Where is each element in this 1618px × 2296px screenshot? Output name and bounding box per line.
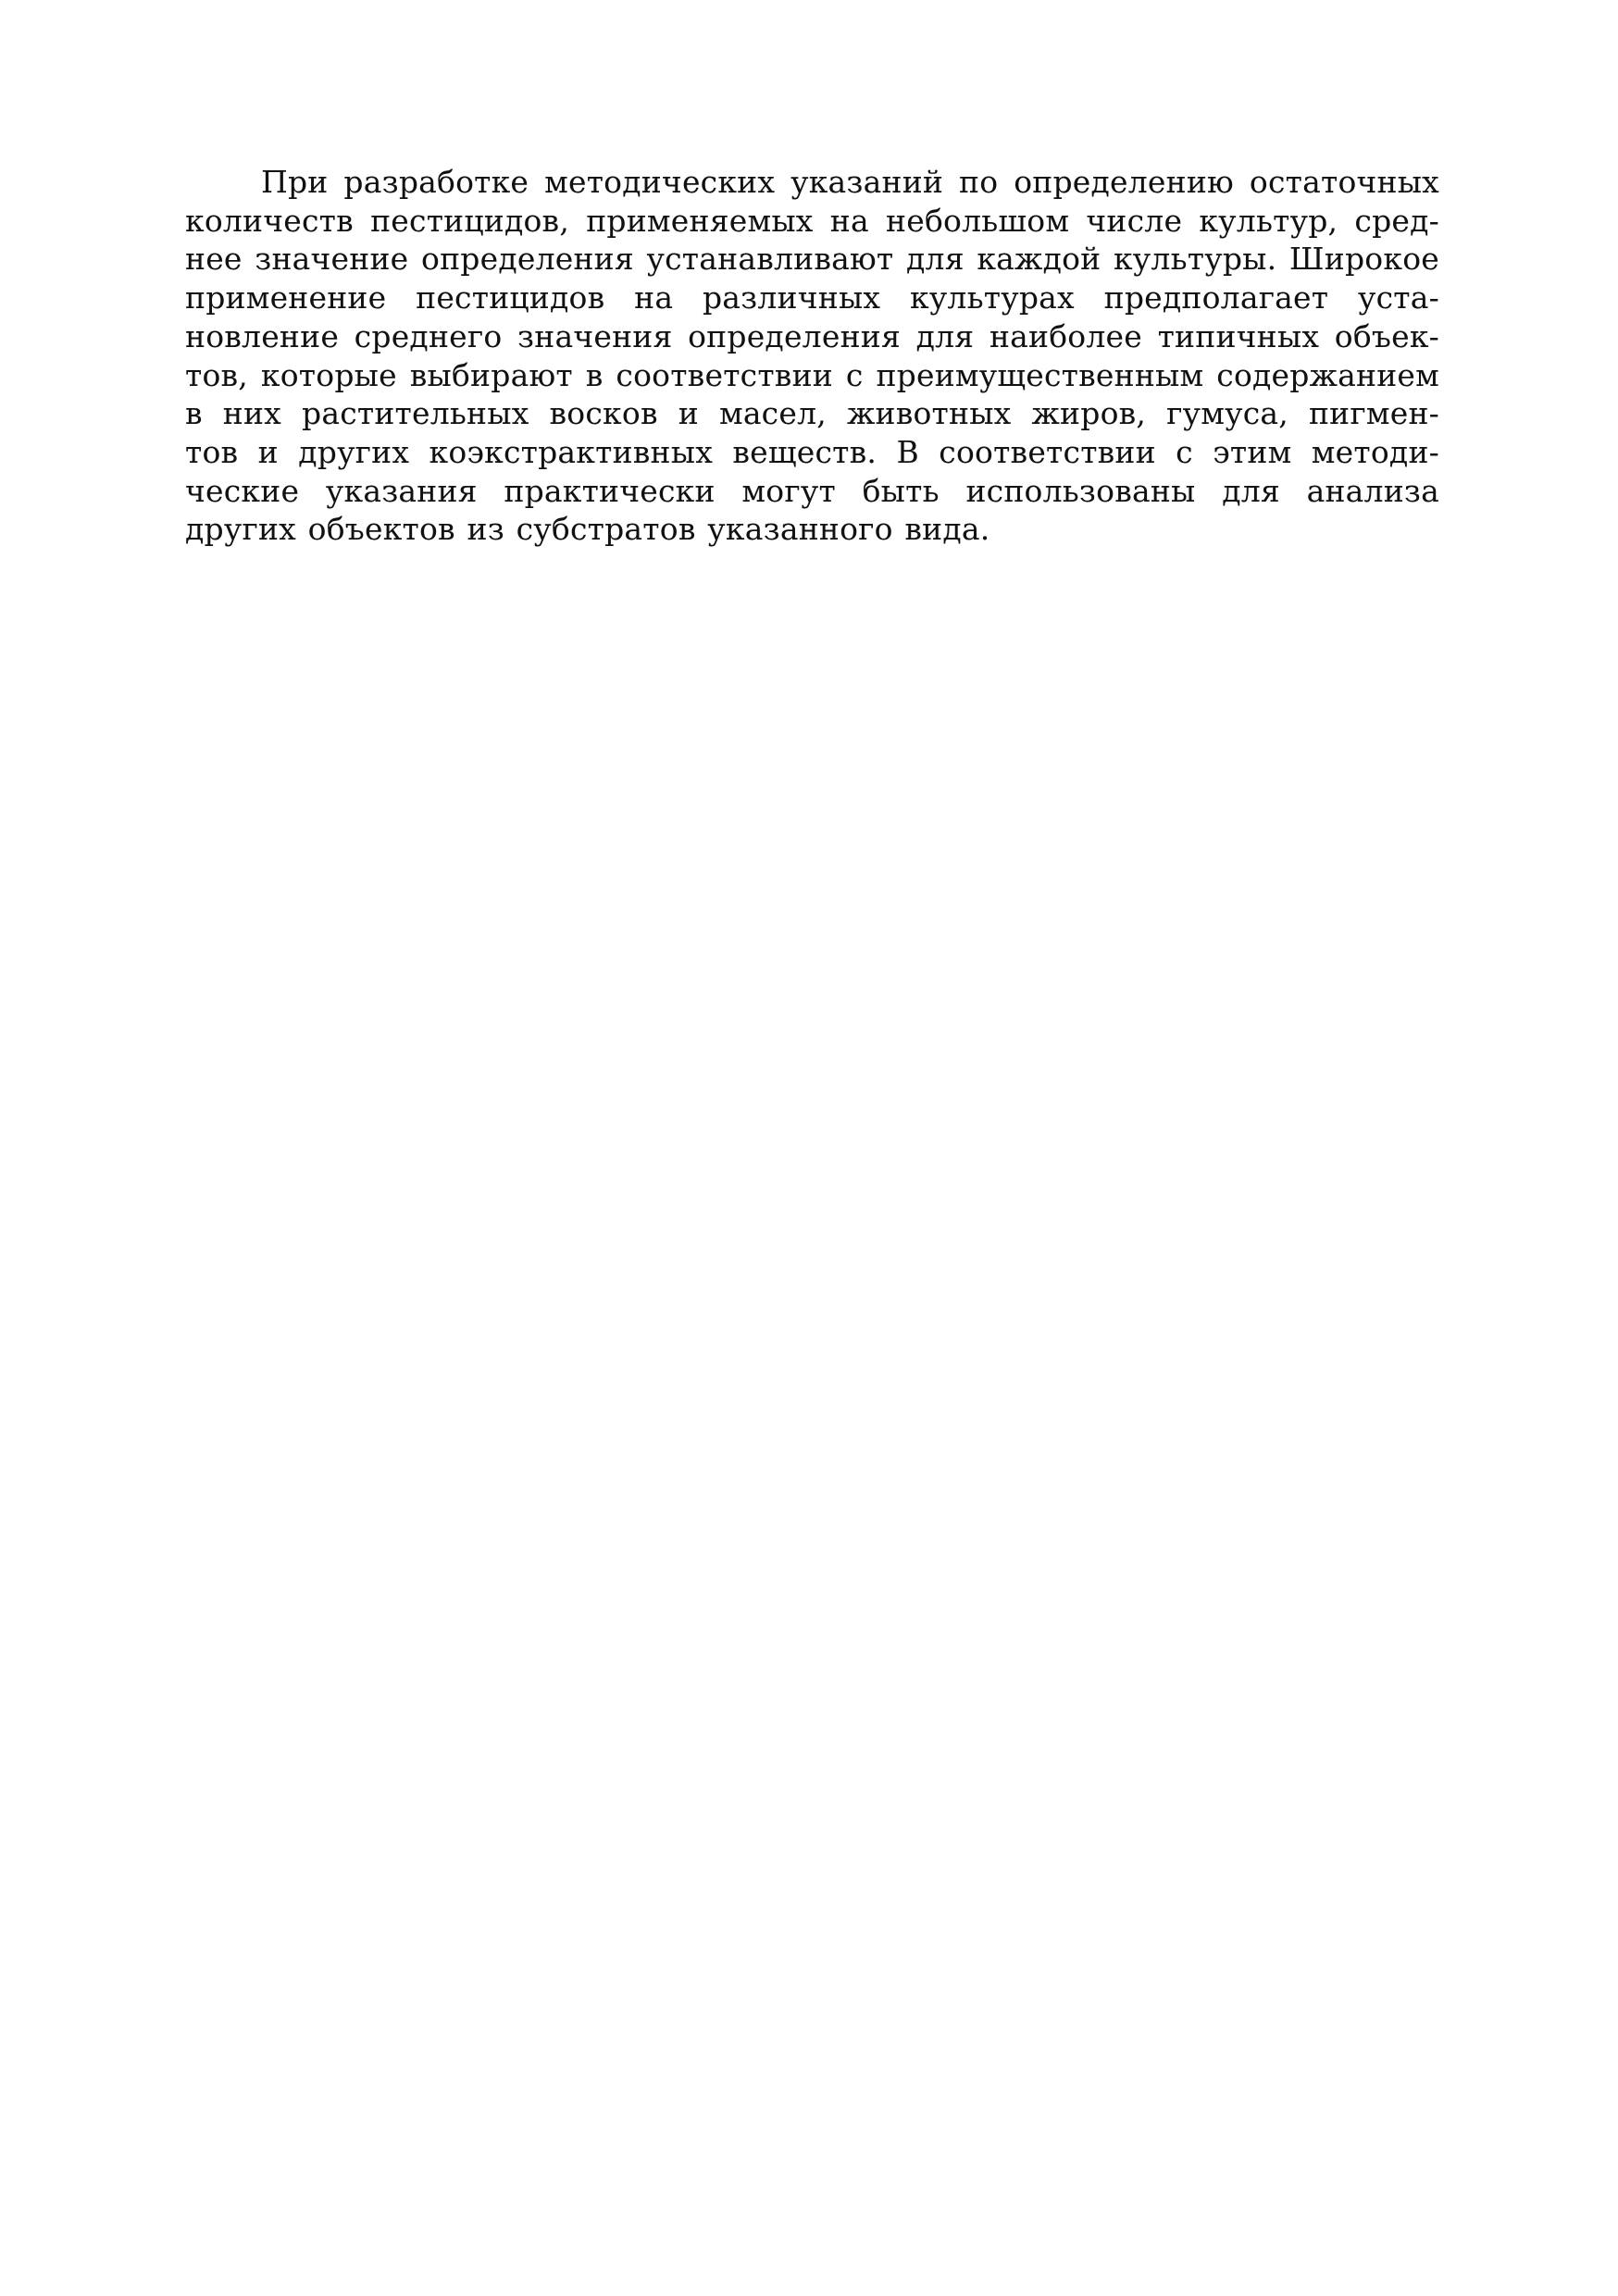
text-line: нее значение определения устанавливают для каждой культуры. Широкое	[185, 241, 1439, 278]
text-line: применение пестицидов на различных культурах предполагает уста-	[185, 279, 1439, 316]
text-line: ческие указания практически могут быть использованы для анализа	[185, 472, 1439, 509]
text-line: При разработке методических указаний по определению остаточных	[261, 164, 1439, 200]
text-line: тов, которые выбирают в соответствии с преимущественным содержанием	[185, 356, 1439, 393]
text-line: тов и других коэкстрактивных веществ. В соответствии с этим методи-	[185, 433, 1439, 470]
text-line: количеств пестицидов, применяемых на небольшом числе культур, сред-	[185, 202, 1439, 239]
paragraph	[185, 163, 1439, 549]
text-line: в них растительных восков и масел, животных жиров, гумуса, пигмен-	[185, 395, 1439, 432]
text-line: других объектов из субстратов указанного вида.	[185, 511, 990, 548]
text-line: новление среднего значения определения для наиболее типичных объек-	[185, 317, 1439, 354]
